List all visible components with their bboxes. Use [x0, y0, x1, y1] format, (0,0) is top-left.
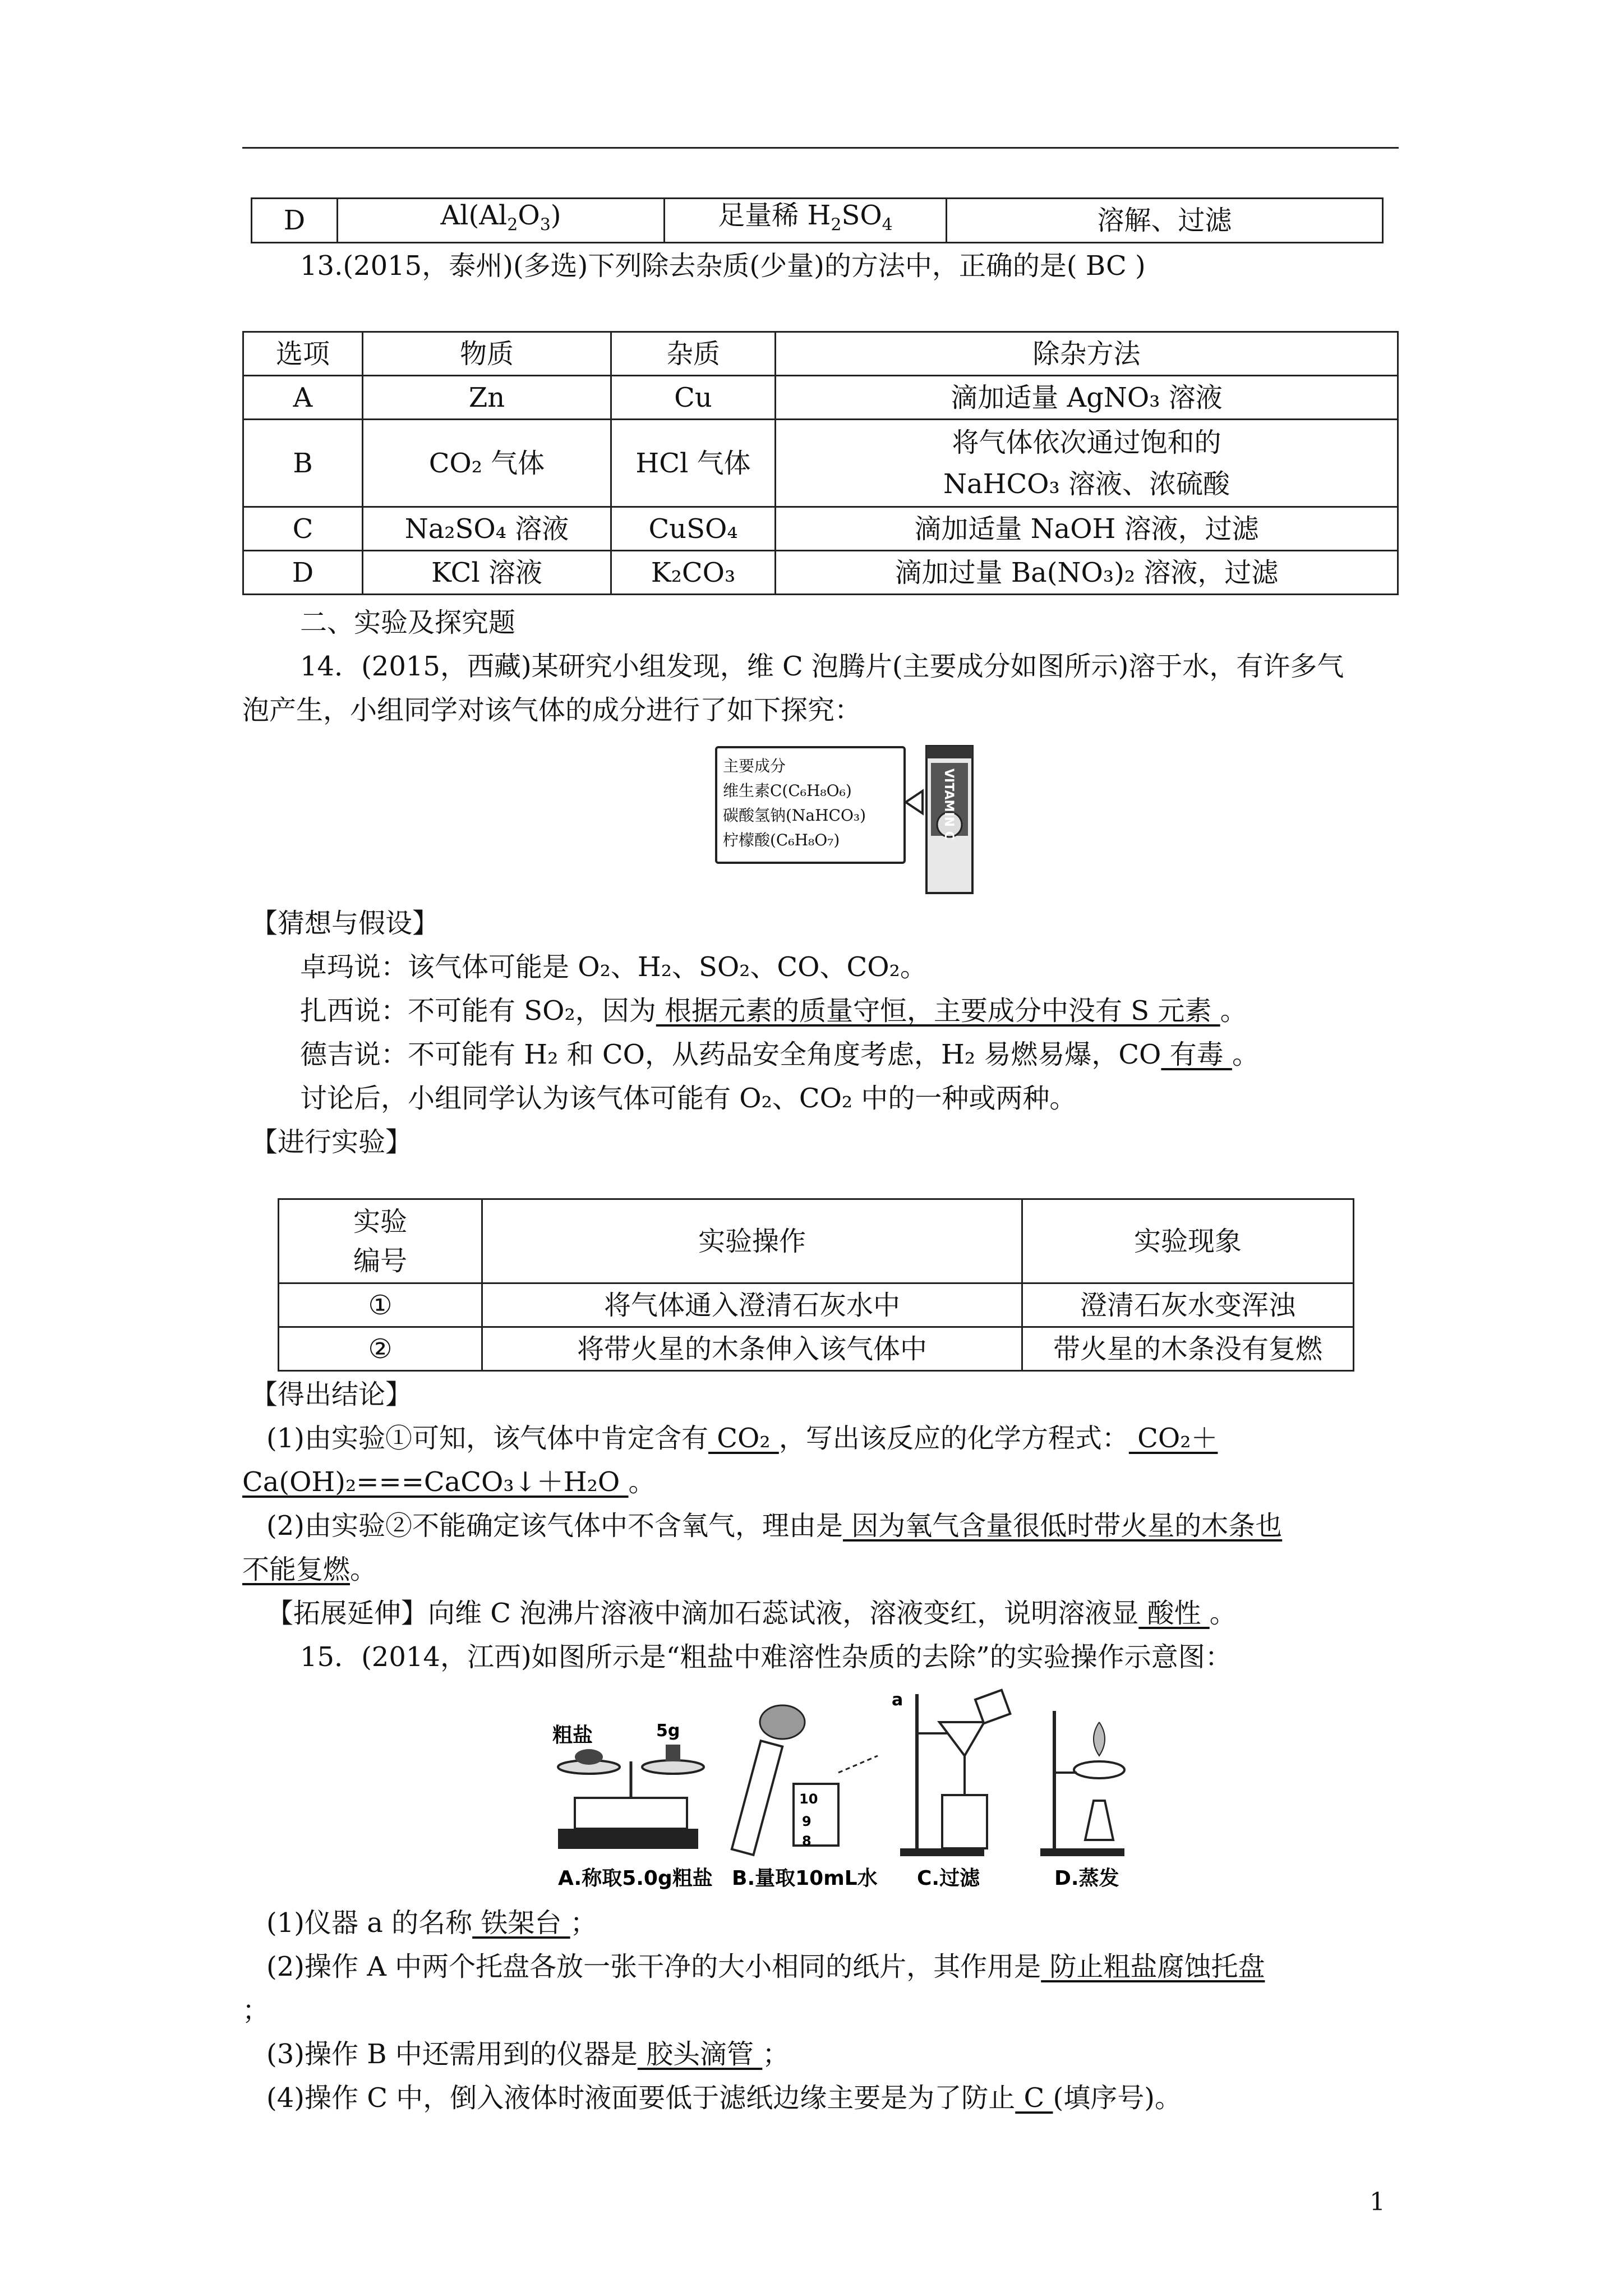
cell: ① — [279, 1283, 482, 1327]
page-number: 1 — [1370, 2188, 1385, 2216]
th: 除杂方法 — [776, 332, 1398, 376]
cell: 滴加适量 NaOH 溶液，过滤 — [776, 507, 1398, 551]
evaporation-illustration — [1040, 1711, 1124, 1856]
text-line: 【拓展延伸】向维 C 泡沸片溶液中滴加石蕊试液，溶液变红，说明溶液显 酸性 。 — [266, 1598, 1237, 1629]
weight-label: 5g — [656, 1721, 680, 1741]
cell: CuSO₄ — [611, 507, 776, 551]
text-line: Ca(OH)₂===CaCO₃↓＋H₂O 。 — [242, 1466, 656, 1498]
cell: ② — [279, 1327, 482, 1371]
text-line: 不能复燃。 — [242, 1554, 377, 1585]
text-line: (1)由实验①可知，该气体中肯定含有 CO₂ ，写出该反应的化学方程式： CO₂＋ — [266, 1423, 1218, 1454]
fig-label-a: A.称取5.0g粗盐 — [558, 1867, 713, 1890]
cell: HCl 气体 — [611, 420, 776, 507]
scale-8: 8 — [802, 1833, 811, 1849]
scale-9: 9 — [802, 1814, 811, 1829]
cell: 将气体依次通过饱和的 NaHCO₃ 溶液、浓硫酸 — [776, 420, 1398, 507]
experiment-table — [278, 1198, 1354, 1372]
cell: 澄清石灰水变浑浊 — [1022, 1283, 1354, 1327]
hypothesis-title: 【猜想与假设】 — [251, 908, 440, 939]
text-line: 德吉说：不可能有 H₂ 和 CO，从药品安全角度考虑，H₂ 易燃易爆，CO 有毒 。 — [300, 1039, 1259, 1070]
cell: 滴加过量 Ba(NO₃)₂ 溶液，过滤 — [776, 551, 1398, 595]
th: 实验 编号 — [279, 1199, 482, 1283]
q15-stem: 15．(2014，江西)如图所示是“粗盐中难溶性杂质的去除”的实验操作示意图： — [300, 1641, 1232, 1673]
cell: Na₂SO₄ 溶液 — [363, 507, 611, 551]
experiment-title: 【进行实验】 — [251, 1126, 413, 1158]
salt-purification-figure — [547, 1688, 1136, 1896]
header-rule — [242, 147, 1399, 149]
q14-stem-1: 14．(2015，西藏)某研究小组发现，维 C 泡腾片(主要成分如图所示)溶于水，有许多气 — [300, 651, 1344, 682]
q14-stem-2: 泡产生，小组同学对该气体的成分进行了如下探究： — [242, 694, 862, 726]
cell: CO₂ 气体 — [363, 420, 611, 507]
text-line: (2)操作 A 中两个托盘各放一张干净的大小相同的纸片，其作用是 防止粗盐腐蚀托盘 — [266, 1951, 1265, 1982]
table-13 — [242, 331, 1399, 595]
cell: Cu — [611, 376, 776, 420]
text-line: (4)操作 C 中，倒入液体时液面要低于滤纸边缘主要是为了防止 C (填序号)。 — [266, 2082, 1182, 2114]
conclusion-title: 【得出结论】 — [251, 1379, 413, 1410]
cell: Zn — [363, 376, 611, 420]
text-line: 讨论后，小组同学认为该气体可能有 O₂、CO₂ 中的一种或两种。 — [300, 1083, 1077, 1114]
balance-illustration — [552, 1721, 704, 1849]
text-line: 扎西说：不可能有 SO₂，因为 根据元素的质量守恒，主要成分中没有 S 元素 。 — [300, 995, 1247, 1027]
cell: $Al(Al_2O_3)$ — [338, 199, 665, 243]
cell: 将气体通入澄清石灰水中 — [482, 1283, 1022, 1327]
th: 杂质 — [611, 332, 776, 376]
cell: D — [252, 199, 338, 243]
th: 选项 — [243, 332, 363, 376]
cell: 溶解、过滤 — [947, 199, 1383, 243]
tube-label: VITAMIN C — [942, 769, 956, 840]
fig-label-c: C.过滤 — [917, 1867, 980, 1890]
cell: KCl 溶液 — [363, 551, 611, 595]
text-line: 卓玛说：该气体可能是 O₂、H₂、SO₂、CO、CO₂。 — [300, 951, 927, 983]
q13-stem: 13.(2015，泰州)(多选)下列除去杂质(少量)的方法中，正确的是( BC ) — [300, 250, 1146, 282]
cell: D — [243, 551, 363, 595]
section-heading: 二、实验及探究题 — [300, 607, 516, 638]
apparatus-a-label: a — [892, 1690, 903, 1710]
ingredient-label-box: 主要成分 维生素C(C₆H₈O₆) 碳酸氢钠(NaHCO₃) 柠檬酸(C₆H₈O₇) — [715, 746, 906, 864]
cell: 滴加适量 AgNO₃ 溶液 — [776, 376, 1398, 420]
th: 实验操作 — [482, 1199, 1022, 1283]
th: 实验现象 — [1022, 1199, 1354, 1283]
fig-label-d: D.蒸发 — [1054, 1867, 1119, 1890]
cell: B — [243, 420, 363, 507]
continued-table — [251, 197, 1384, 243]
th: 物质 — [363, 332, 611, 376]
fig-label-b: B.量取10mL水 — [732, 1867, 878, 1890]
cell: 带火星的木条没有复燃 — [1022, 1327, 1354, 1371]
cell: 将带火星的木条伸入该气体中 — [482, 1327, 1022, 1371]
cylinder-illustration — [732, 1705, 878, 1855]
text-line: (3)操作 B 中还需用到的仪器是 胶头滴管 ； — [266, 2039, 790, 2070]
text-line: ； — [242, 1995, 270, 2026]
filtration-illustration — [892, 1690, 1010, 1856]
salt-label: 粗盐 — [552, 1724, 593, 1747]
text-line: (2)由实验②不能确定该气体中不含氧气，理由是 因为氧气含量很低时带火星的木条也 — [266, 1510, 1283, 1542]
cell: K₂CO₃ — [611, 551, 776, 595]
vitamin-tube-illustration — [875, 735, 987, 898]
cell: 足量稀 $H_2SO_4$ — [665, 199, 947, 243]
cell: C — [243, 507, 363, 551]
scale-10: 10 — [799, 1791, 818, 1807]
text-line: (1)仪器 a 的名称 铁架台 ； — [266, 1907, 597, 1939]
cell: A — [243, 376, 363, 420]
